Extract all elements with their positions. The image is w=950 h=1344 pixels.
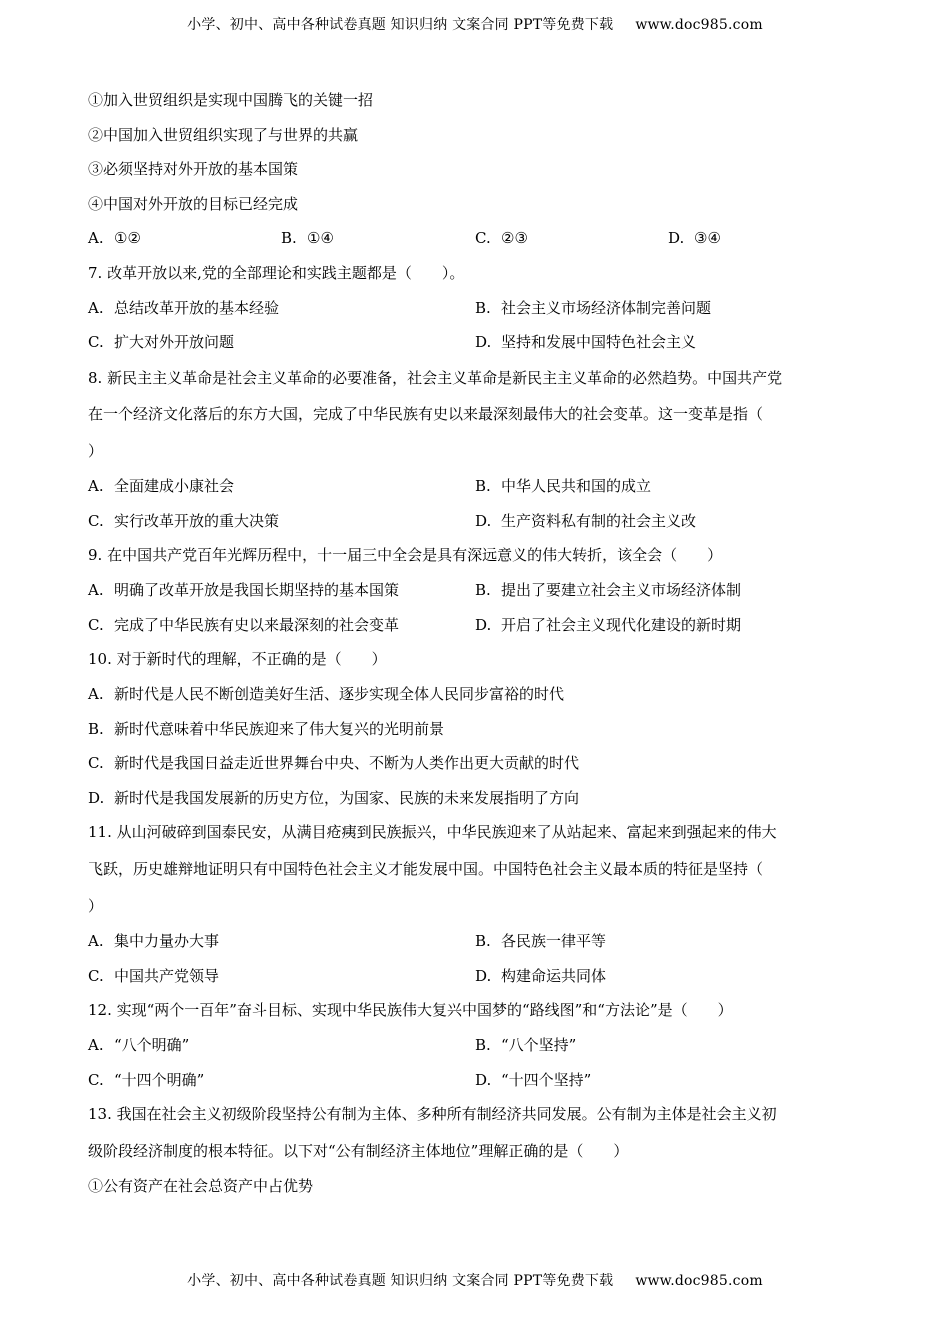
q12-option-c: C. “十四个明确” [88, 1071, 205, 1089]
q12-stem: 12. 实现“两个一百年”奋斗目标、实现中华民族伟大复兴中国梦的“路线图”和“方法论”是（ ） [88, 1001, 733, 1019]
q8-stem-line-1: 8. 新民主主义革命是社会主义革命的必要准备，社会主义革命是新民主主义革命的必然趋势。中国共产党 [88, 369, 783, 387]
q10-option-c: C. 新时代是我国日益走近世界舞台中央、不断为人类作出更大贡献的时代 [88, 754, 580, 772]
q10-option-b: B. 新时代意味着中华民族迎来了伟大复兴的光明前景 [88, 720, 445, 738]
q6-option-d: D. ③④ [668, 229, 721, 247]
q7-option-a: A. 总结改革开放的基本经验 [88, 299, 280, 317]
q9-option-c: C. 完成了中华民族有史以来最深刻的社会变革 [88, 616, 400, 634]
q6-option-a: A. ①② [88, 229, 141, 247]
q10-option-d: D. 新时代是我国发展新的历史方位，为国家、民族的未来发展指明了方向 [88, 789, 580, 807]
q9-option-d: D. 开启了社会主义现代化建设的新时期 [475, 616, 742, 634]
q8-option-d: D. 生产资料私有制的社会主义改 [475, 512, 697, 530]
q9-option-a: A. 明确了改革开放是我国长期坚持的基本国策 [88, 581, 400, 599]
q8-option-a: A. 全面建成小康社会 [88, 477, 235, 495]
page-footer [0, 1270, 950, 1290]
q12-option-b: B. “八个坚持” [475, 1036, 577, 1054]
q6-item-4: ④中国对外开放的目标已经完成 [88, 195, 299, 213]
q13-stem-line-2: 级阶段经济制度的根本特征。以下对“公有制经济主体地位”理解正确的是（ ） [88, 1142, 629, 1160]
q8-option-b: B. 中华人民共和国的成立 [475, 477, 652, 495]
q7-stem: 7. 改革开放以来,党的全部理论和实践主题都是（ ）。 [88, 264, 465, 282]
footer-site: www.doc985.com [635, 1273, 763, 1289]
page-header [0, 14, 950, 34]
header-site: www.doc985.com [635, 17, 763, 33]
q10-stem: 10. 对于新时代的理解，不正确的是（ ） [88, 650, 387, 668]
q11-stem-line-3: ） [88, 897, 104, 915]
q9-option-b: B. 提出了要建立社会主义市场经济体制 [475, 581, 742, 599]
q6-option-b: B. ①④ [281, 229, 334, 247]
q6-option-c: C. ②③ [475, 229, 528, 247]
q11-option-b: B. 各民族一律平等 [475, 932, 607, 950]
q7-option-c: C. 扩大对外开放问题 [88, 333, 235, 351]
q8-stem-line-3: ） [88, 442, 104, 460]
footer-text: 小学、初中、高中各种试卷真题 知识归纳 文案合同 PPT等免费下载 [187, 1273, 614, 1289]
q8-option-c: C. 实行改革开放的重大决策 [88, 512, 280, 530]
q11-stem-line-2: 飞跃，历史雄辩地证明只有中国特色社会主义才能发展中国。中国特色社会主义最本质的特征是坚持（ [88, 860, 764, 878]
q9-stem: 9. 在中国共产党百年光辉历程中，十一届三中全会是具有深远意义的伟大转折，该全会（ ） [88, 546, 723, 564]
q10-option-a: A. 新时代是人民不断创造美好生活、逐步实现全体人民同步富裕的时代 [88, 685, 565, 703]
q13-stem-line-1: 13. 我国在社会主义初级阶段坚持公有制为主体、多种所有制经济共同发展。公有制为主体是社会主义初 [88, 1105, 777, 1123]
q11-option-c: C. 中国共产党领导 [88, 967, 220, 985]
q11-option-d: D. 构建命运共同体 [475, 967, 607, 985]
q11-option-a: A. 集中力量办大事 [88, 932, 220, 950]
q11-stem-line-1: 11. 从山河破碎到国泰民安，从满目疮痍到民族振兴，中华民族迎来了从站起来、富起来到强起来的伟大 [88, 823, 777, 841]
header-text: 小学、初中、高中各种试卷真题 知识归纳 文案合同 PPT等免费下载 [187, 17, 614, 33]
q6-item-3: ③必须坚持对外开放的基本国策 [88, 160, 299, 178]
q12-option-d: D. “十四个坚持” [475, 1071, 592, 1089]
q8-stem-line-2: 在一个经济文化落后的东方大国，完成了中华民族有史以来最深刻最伟大的社会变革。这一变革是指（ [88, 405, 764, 423]
q6-item-1: ①加入世贸组织是实现中国腾飞的关键一招 [88, 91, 374, 109]
q7-option-d: D. 坚持和发展中国特色社会主义 [475, 333, 697, 351]
q7-option-b: B. 社会主义市场经济体制完善问题 [475, 299, 712, 317]
q12-option-a: A. “八个明确” [88, 1036, 190, 1054]
q13-item-1: ①公有资产在社会总资产中占优势 [88, 1177, 314, 1195]
q6-item-2: ②中国加入世贸组织实现了与世界的共赢 [88, 126, 359, 144]
